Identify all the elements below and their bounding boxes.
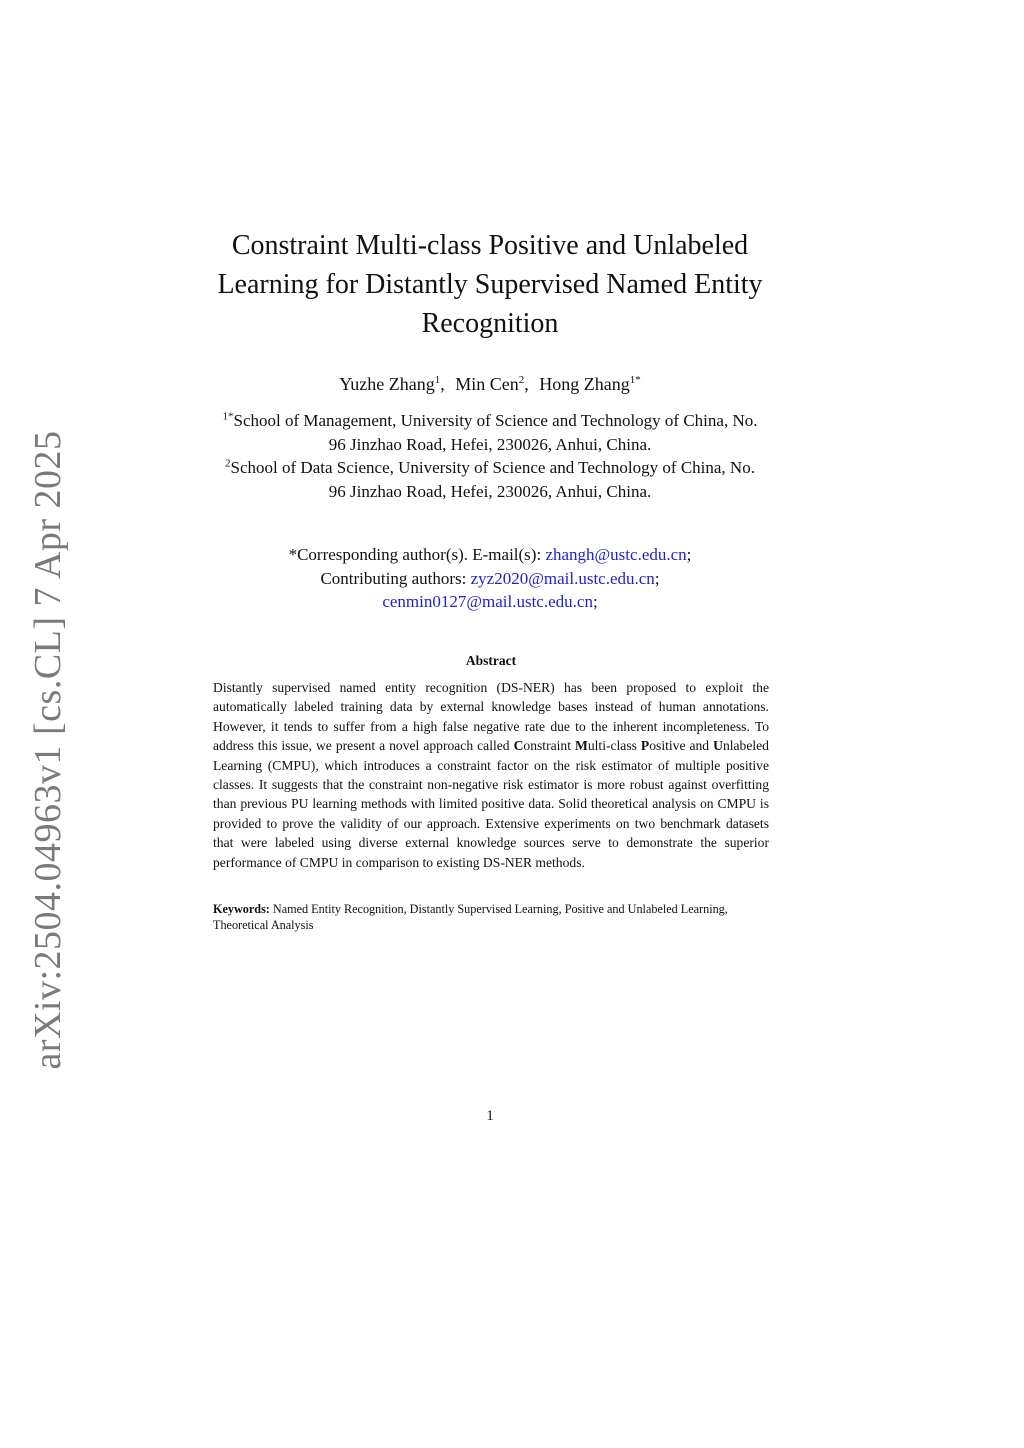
author-name: Min Cen xyxy=(455,374,519,394)
affiliation-line xyxy=(180,456,800,480)
affiliation-line: 96 Jinzhao Road, Hefei, 230026, Anhui, China. xyxy=(328,481,652,501)
punctuation: ; xyxy=(592,592,598,611)
email-link[interactable]: zhangh@ustc.edu.cn xyxy=(545,545,687,564)
abstract-segment: Distantly supervised named entity recognition (DS-NER) has been proposed to exploit the automatically labeled training data by external knowledge bases instead of human annotations. However, it tends to suffer from a high false negative rate due to the inherent incompleteness. To address this issue, we present a novel approach called xyxy=(213,680,769,754)
contributing-label: Contributing authors: xyxy=(320,568,471,588)
corresponding-author-line xyxy=(180,543,800,567)
author-list: Yuzhe Zhang$^1$, Min Cen$^2$, Hong Zhang$^{1*}$ xyxy=(339,374,641,394)
abstract-segment: ositive and xyxy=(649,738,714,754)
affiliation-mark: 2 xyxy=(225,457,231,470)
keywords-text: Named Entity Recognition, Distantly Supervised Learning, Positive and Unlabeled Learning, Theoretical Analysis xyxy=(213,902,728,932)
abstract-segment: nlabeled Learning (CMPU), which introduces a constraint factor on the risk estimator of multiple positive classes. It suggests that the constraint non-negative risk estimator is more robust against overfitting than previous PU learning methods with limited positive data. Solid theoretical analysis on CMPU is provided to prove the validity of our approach. Extensive experiments on two benchmark datasets that were labeled using diverse external knowledge sources serve to demonstrate the superior performance of CMPU in comparison to existing DS-NER methods. xyxy=(213,738,769,870)
paper-title xyxy=(180,226,800,343)
author-name: Yuzhe Zhang xyxy=(339,374,435,394)
arxiv-identifier-stamp: arXiv:2504.04963v1 [cs.CL] 7 Apr 2025 xyxy=(27,430,69,1070)
email-link[interactable]: cenmin0127@mail.ustc.edu.cn xyxy=(382,592,593,611)
punctuation: ; xyxy=(686,545,692,564)
affiliation-line xyxy=(180,409,800,433)
contributing-authors-line xyxy=(180,590,800,614)
abstract-segment: onstraint xyxy=(523,738,575,754)
keywords xyxy=(213,901,769,933)
keywords-label: Keywords: xyxy=(213,902,270,916)
affiliation-line: 96 Jinzhao Road, Hefei, 230026, Anhui, China. xyxy=(328,434,652,454)
affiliation-block xyxy=(180,409,800,503)
affiliation-text: School of Management, University of Science and Technology of China, No. xyxy=(233,411,758,430)
author-affiliation-mark: 2 xyxy=(518,374,525,386)
title-line-2: Learning for Distantly Supervised Named Entity xyxy=(217,269,763,300)
acronym-letter: U xyxy=(713,738,723,754)
contributing-authors-line xyxy=(180,567,800,591)
email-link[interactable]: zyz2020@mail.ustc.edu.cn xyxy=(470,568,655,588)
affiliation-mark: 1* xyxy=(222,410,234,423)
title-line-1: Constraint Multi-class Positive and Unlabeled xyxy=(231,230,749,261)
acronym-letter: C xyxy=(513,738,524,754)
page-number: 1 xyxy=(486,1108,494,1124)
abstract-segment: ulti-class xyxy=(587,738,641,754)
title-line-3: Recognition xyxy=(421,308,559,339)
affiliation-text: School of Data Science, University of Science and Technology of China, No. xyxy=(230,458,755,477)
abstract-text xyxy=(213,678,769,872)
author-affiliation-mark: 1* xyxy=(629,374,641,386)
abstract-heading: Abstract xyxy=(465,653,517,668)
acronym-letter: P xyxy=(640,738,650,754)
acronym-letter: M xyxy=(575,738,588,754)
corresponding-label: *Corresponding author(s). E-mail(s): xyxy=(288,545,546,564)
punctuation: ; xyxy=(654,568,660,588)
author-affiliation-mark: 1 xyxy=(434,374,441,386)
contact-block xyxy=(180,543,800,614)
author-name: Hong Zhang xyxy=(539,374,630,394)
